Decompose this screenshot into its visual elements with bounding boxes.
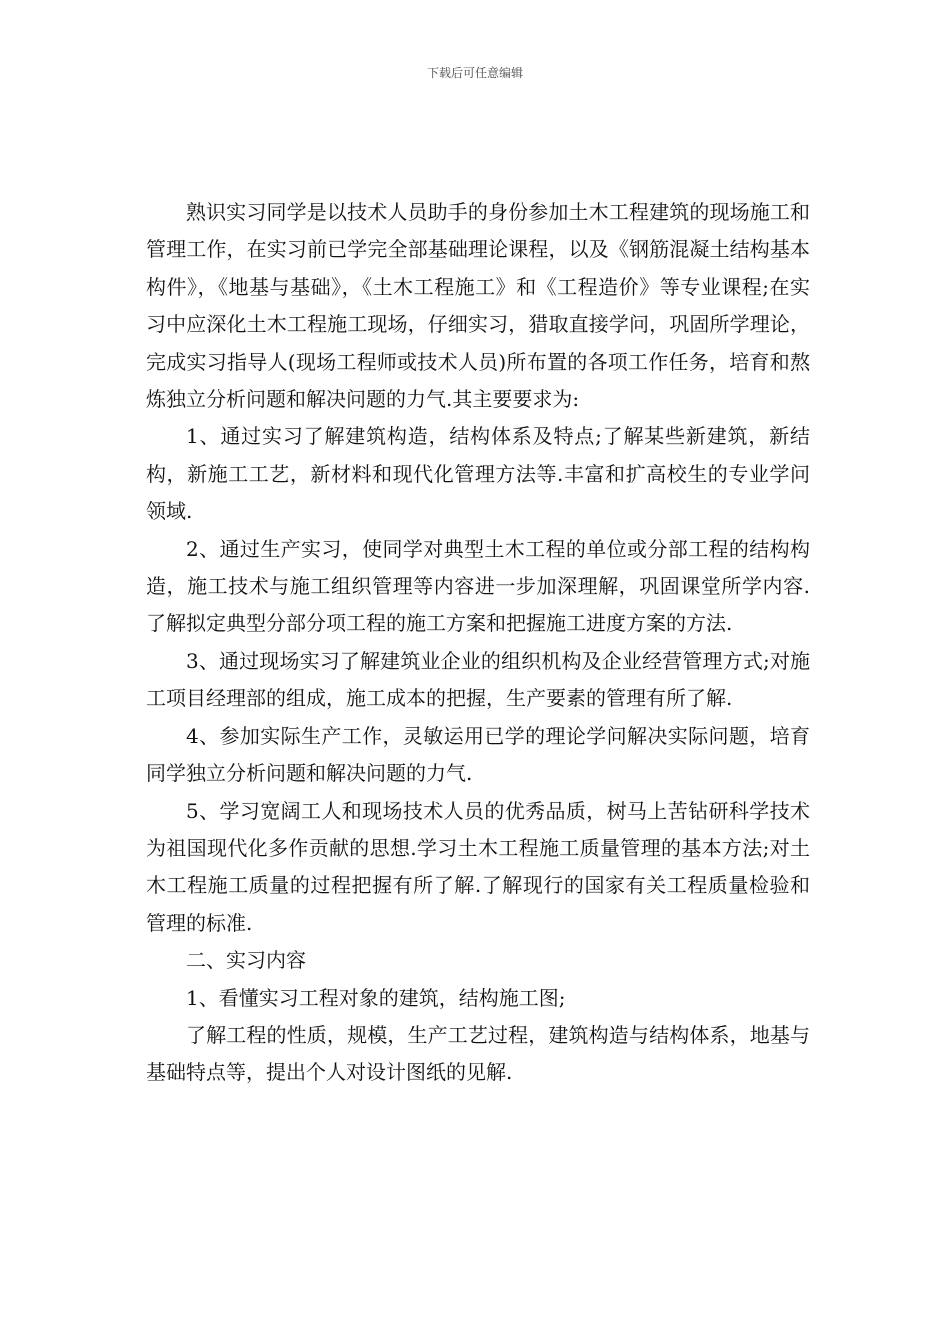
requirement-item-5: 5、学习宽阔工人和现场技术人员的优秀品质，树马上苦钻研科学技术为祖国现代化多作贡献的思想.学习土木工程施工质量管理的基本方法;对土木工程施工质量的过程把握有所了解.了解现行的国家有关工程质量检验和管理的标准. xyxy=(146,798,810,935)
requirement-item-3: 3、通过现场实习了解建筑业企业的组织机构及企业经营管理方式;对施工项目经理部的组成，施工成本的把握，生产要素的管理有所了解. xyxy=(146,648,810,711)
document-body xyxy=(146,194,810,1092)
content-item-1-detail: 了解工程的性质，规模，生产工艺过程，建筑构造与结构体系，地基与基础特点等，提出个人对设计图纸的见解. xyxy=(146,1022,810,1085)
requirement-item-2: 2、通过生产实习，使同学对典型土木工程的单位或分部工程的结构构造，施工技术与施工组织管理等内容进一步加深理解，巩固课堂所学内容.了解拟定典型分部分项工程的施工方案和把握施工进度方案的方法. xyxy=(146,536,810,636)
section-heading: 二、实习内容 xyxy=(186,948,306,973)
requirement-item-1: 1、通过实习了解建筑构造，结构体系及特点;了解某些新建筑，新结构，新施工工艺，新材料和现代化管理方法等.丰富和扩高校生的专业学问领域. xyxy=(146,424,810,524)
requirement-item-4: 4、参加实际生产工作，灵敏运用已学的理论学问解决实际问题，培育同学独立分析问题和解决问题的力气. xyxy=(146,723,810,786)
content-item-1: 1、看懂实习工程对象的建筑，结构施工图; xyxy=(186,985,566,1010)
intro-paragraph: 熟识实习同学是以技术人员助手的身份参加土木工程建筑的现场施工和管理工作，在实习前已学完全部基础理论课程，以及《钢筋混凝土结构基本构件》，《地基与基础》，《土木工程施工》和《工程造价》等专业课程;在实习中应深化土木工程施工现场，仔细实习，猎取直接学问，巩固所学理论，完成实习指导人(现场工程师或技术人员)所布置的各项工作任务，培育和熬炼独立分析问题和解决问题的力气.其主要要求为: xyxy=(146,200,810,412)
page-header: 下载后可任意编辑 xyxy=(426,66,523,80)
